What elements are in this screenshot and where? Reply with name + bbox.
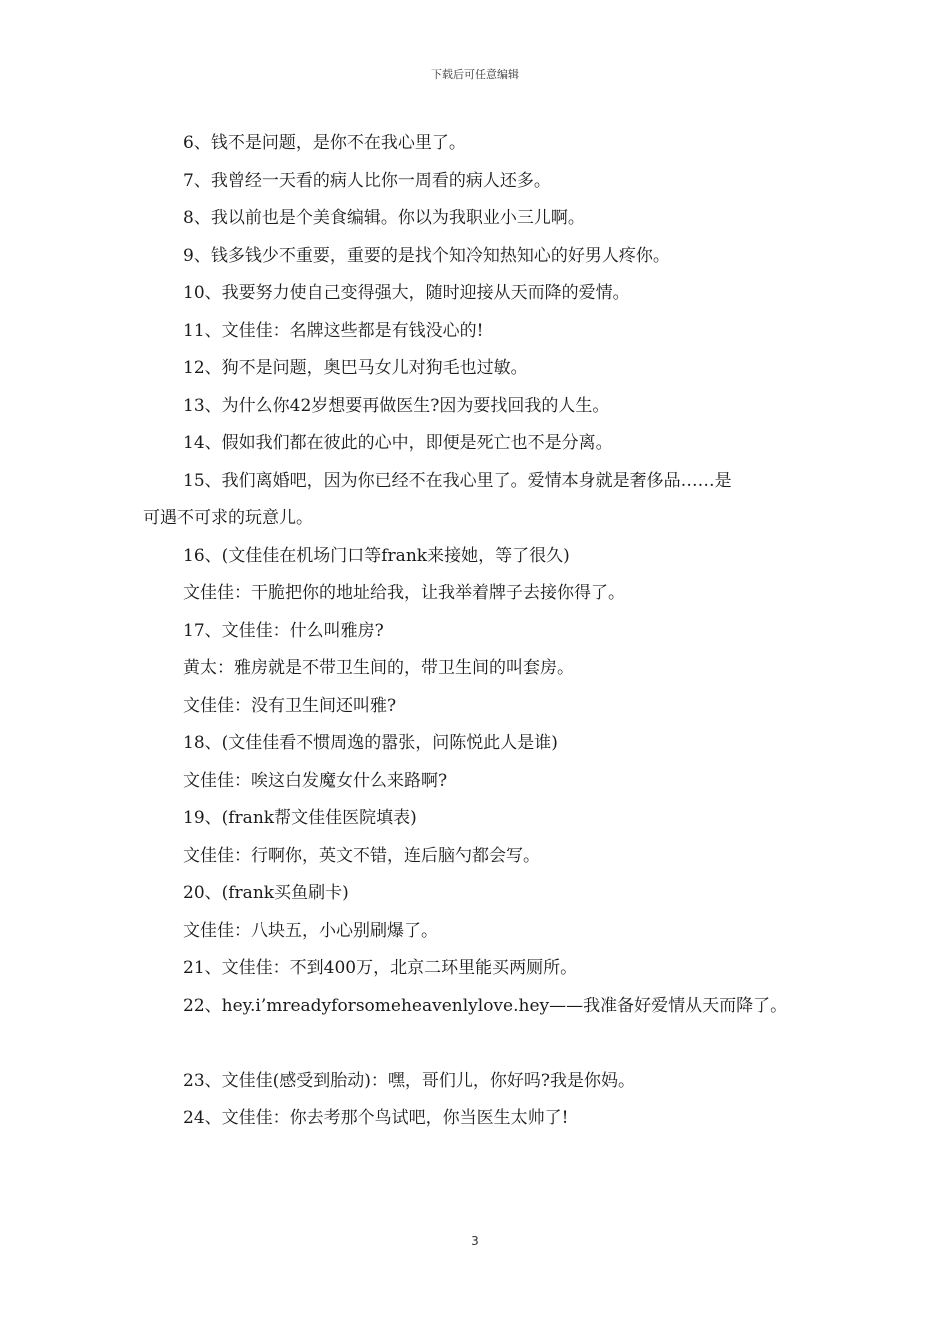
text-line: 文佳佳：干脆把你的地址给我，让我举着牌子去接你得了。 xyxy=(183,583,625,603)
text-line: 22、hey.i’mreadyforsomeheavenlylove.hey——我准备好爱情从天而降了。 xyxy=(183,995,788,1016)
text-line: 12、狗不是问题，奥巴马女儿对狗毛也过敏。 xyxy=(183,358,528,378)
text-line: 19、(frank帮文佳佳医院填表) xyxy=(183,808,417,828)
text-line: 20、(frank买鱼刷卡) xyxy=(183,883,349,903)
text-line: 11、文佳佳：名牌这些都是有钱没心的! xyxy=(183,320,484,341)
text-line: 14、假如我们都在彼此的心中，即便是死亡也不是分离。 xyxy=(183,433,613,453)
text-line: 16、(文佳佳在机场门口等frank来接她，等了很久) xyxy=(183,545,570,566)
text-line: 文佳佳：唉这白发魔女什么来路啊? xyxy=(183,770,448,791)
text-line: 8、我以前也是个美食编辑。你以为我职业小三儿啊。 xyxy=(183,208,585,228)
text-line: 文佳佳：行啊你，英文不错，连后脑勺都会写。 xyxy=(183,845,540,866)
text-line: 17、文佳佳：什么叫雅房? xyxy=(183,620,384,641)
text-line: 文佳佳：八块五，小心别刷爆了。 xyxy=(183,920,438,941)
page-number: 3 xyxy=(471,1234,479,1248)
text-line: 黄太：雅房就是不带卫生间的，带卫生间的叫套房。 xyxy=(183,658,574,678)
text-line: 文佳佳：没有卫生间还叫雅? xyxy=(183,695,397,716)
page-header: 下载后可任意编辑 xyxy=(431,68,519,81)
blank-line xyxy=(143,1025,833,1063)
text-line: 23、文佳佳(感受到胎动)：嘿，哥们儿，你好吗?我是你妈。 xyxy=(183,1070,636,1091)
text-line: 18、(文佳佳看不惯周逸的嚣张，问陈悦此人是谁) xyxy=(183,733,558,753)
text-line: 21、文佳佳：不到400万，北京二环里能买两厕所。 xyxy=(183,958,578,978)
text-line: 13、为什么你42岁想要再做医生?因为要找回我的人生。 xyxy=(183,395,610,416)
text-line: 15、我们离婚吧，因为你已经不在我心里了。爱情本身就是奢侈品……是 xyxy=(183,470,732,491)
text-line: 24、文佳佳：你去考那个鸟试吧，你当医生太帅了! xyxy=(183,1108,569,1128)
text-line: 10、我要努力使自己变得强大，随时迎接从天而降的爱情。 xyxy=(183,283,630,303)
text-line-continuation: 可遇不可求的玩意儿。 xyxy=(143,508,313,528)
text-line: 9、钱多钱少不重要，重要的是找个知冷知热知心的好男人疼你。 xyxy=(183,245,670,266)
document-body xyxy=(143,125,833,1138)
text-line: 7、我曾经一天看的病人比你一周看的病人还多。 xyxy=(183,170,551,191)
text-line: 6、钱不是问题，是你不在我心里了。 xyxy=(183,133,466,153)
